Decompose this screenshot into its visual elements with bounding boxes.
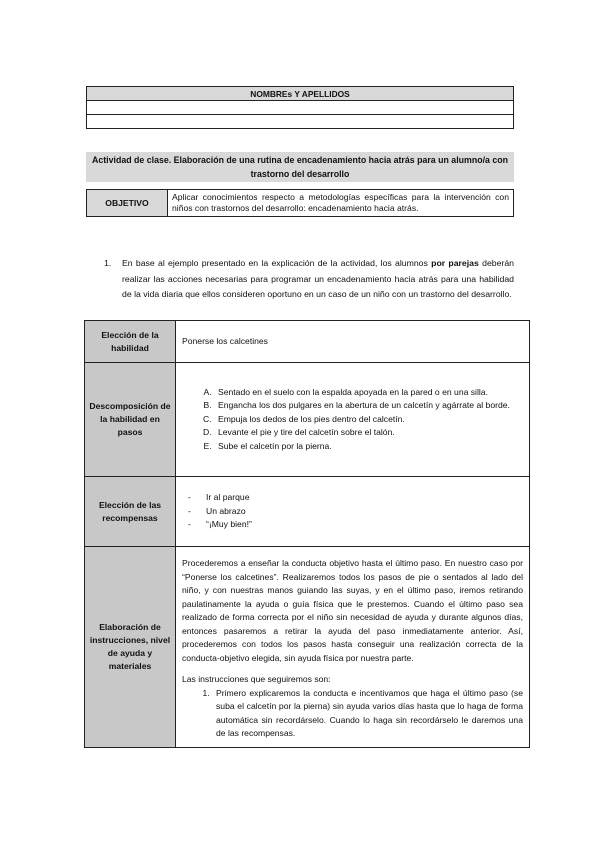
rewards-cell [176,477,530,547]
steps-label: Descomposición de la habilidad en pasos [85,363,176,477]
activity-title: Actividad de clase. Elaboración de una rutina de encadenamiento hacia atrás para un alumno/a con trastorno del desarrollo [86,152,514,182]
instruction-bold: por parejas [431,258,479,268]
objective-label: OBJETIVO [87,190,168,217]
steps-cell [176,363,530,477]
rewards-label: Elección de las recompensas [85,477,176,547]
instruction-paragraph: 1. En base al ejemplo presentado en la explicación de la actividad, los alumnos por parejas deberán realizar las acciones necesarias para programar un encadenamiento hacia atrás para una habilidad de la vida diaria que ellos consideren oportuno en un caso de un niño con un trastorno del desarrollo. [104,258,514,299]
instructions-paragraph: Procederemos a enseñar la conducta objetivo hasta el último paso. En nuestro caso por “Ponerse los calcetines”. Realizaremos todos los pasos de pie o sentados al lado del niño, y con nuestras manos guiando las suyas, y en el último paso, iremos retirando paulatinamente la ayuda o guía física que le prestemos. Cuando el último paso sea realizado de forma correcta por el niño sin necesidad de ayuda y durante algunos días, entonces pasaremos a retirar la ayuda del paso inmediatamente anterior. Así, procederemos con todos los pasos hasta conseguir una realización correcta de la conducta-objetivo elegida, sin ayuda física por nuestra parte. [182,558,523,663]
instructions-list-intro: Las instrucciones que seguiremos son: [182,674,331,684]
list-item: E. Sube el calcetín por la pierna. [214,440,523,454]
instructions-label: Elaboración de instrucciones, nivel de ayuda y materiales [85,547,176,748]
list-item: A. Sentado en el suelo con la espalda apoyada en la pared o en una silla. [214,386,523,400]
skill-value: Ponerse los calcetines [176,321,530,363]
list-item: - Un abrazo [206,505,523,519]
list-item: - “¡Muy bien!” [206,518,523,532]
list-item: C. Empuja los dedos de los pies dentro del calcetín. [214,413,523,427]
instruction-number: 1. [104,258,112,268]
names-header: NOMBREs Y APELLIDOS [87,87,514,101]
names-table [86,86,514,129]
list-item: D. Levante el pie y tire del calcetín sobre el talón. [214,426,523,440]
rewards-list [182,491,523,532]
skill-label: Elección de la habilidad [85,321,176,363]
list-item: B. Engancha los dos pulgares en la abertura de un calcetín y agárrate al borde. [214,399,523,413]
list-item: - Ir al parque [206,491,523,505]
names-row-1 [87,101,514,115]
objective-table [86,189,514,217]
instructions-cell [176,547,530,748]
instructions-list [182,687,523,741]
list-item: 1. Primero explicaremos la conducta e incentivamos que haga el último paso (se suba el calcetín por la pierna) sin ayuda varios días hasta que lo haga de forma automática sin recordárselo. Cuando lo haga sin recordárselo le daremos una de las recompensas. [212,687,523,741]
names-row-2 [87,115,514,129]
steps-list [182,386,523,454]
routine-table [84,320,530,748]
objective-text: Aplicar conocimientos respecto a metodologías específicas para la intervención con niños con trastornos del desarrollo: encadenamiento hacia atrás. [168,190,514,217]
